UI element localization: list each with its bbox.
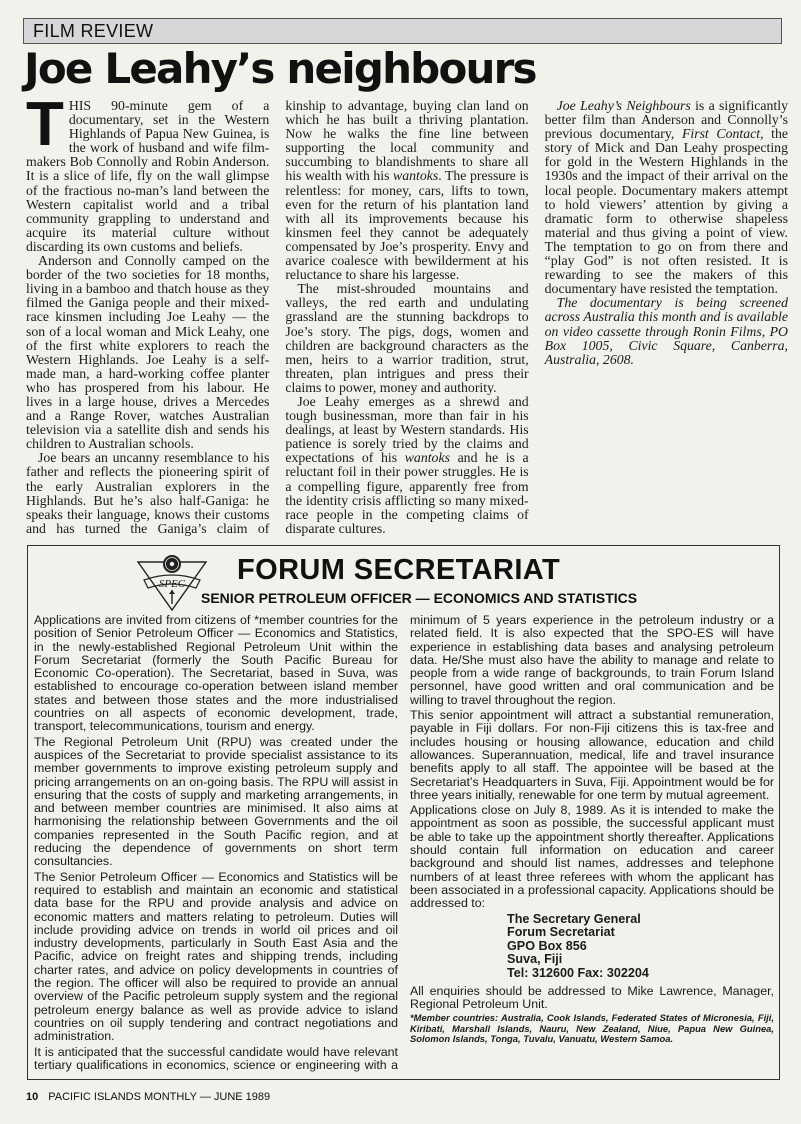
article-text: is a significantly better film than Anderson and Connolly’s previous documentary, <box>544 98 788 142</box>
ad-title: FORUM SECRETARIAT <box>237 554 561 586</box>
logo-text: SPEC <box>158 578 186 590</box>
article-paragraph: Anderson and Connolly camped on the border of the two societies for 18 months, living in a bamboo and thatch house as they filmed the Ganiga people and their mixed-race kinsmen including Joe Leahy — the son of a local woman and Mick Leahy, one of the first white explorers to reach the Western Highlands. Joe Leahy is a self-made man, a hard-working coffee planter who has prospered from his labour. He lives in a large house, drives a Mercedes and a Range Rover, watches Australian television via a satellite dish and sends his children to Australian schools. <box>26 253 270 452</box>
job-advertisement <box>27 545 780 1080</box>
section-tag <box>23 18 782 44</box>
article-term: wantoks <box>393 168 439 184</box>
publication-name: PACIFIC ISLANDS MONTHLY — JUNE 1989 <box>48 1091 271 1103</box>
article-text: . The pressure is relentless: for money, cars, lifts to town, even for the return of his plantation land with all its improvements because his kinsmen feel they cannot be adequately compensated by Joe’s prosperity. Envy and avarice coalesce with bewilderment at his reluctance to share his largesse. <box>285 168 529 283</box>
article-text: , the story of Mick and Dan Leahy prospecting for gold in the Western Highlands in the 1930s and the impact of their arrival on the local people. Documentary makers attempt to hold viewers’ attention by giving a dramatic form to otherwise shapeless material and thus giving a point of view. The temptation to go on from there and “play God” is not often resisted. It is rewarding to see the makers of this documentary have resisted the temptation. <box>544 126 788 297</box>
article-paragraph: The mist-shrouded mountains and valleys, the red earth and undulating grassland are the stunning backdrops to Joe’s story. The pigs, dogs, women and children are background characters as the men, heirs to a warrior tradition, strut, threaten, plan intrigues and press their claims to power, money and authority. <box>285 281 529 395</box>
headline: Joe Leahy’s neighbours <box>24 44 536 93</box>
article-text: Joe bears an uncanny resemblance to his father and reflects the pioneering spirit of the early Australian explorers in the Highlands. But he’s also half-Ganiga: he speaks their language, knows their customs and has turned the Ganiga’s claim of kinship to advantage, buying clan land on which he has built a thriving plantation. Now he walks the fine line between supporting the local community and succumbing to blandishments to share all his wealth with his <box>26 98 529 536</box>
article-term: wantoks <box>404 450 450 466</box>
film-title: Joe Leahy’s Neighbours <box>556 98 691 113</box>
screening-text: The documentary is being screened across Australia this month and is available on video cassette through Ronin Films, PO Box 1005, Civic Square, Canberra, Australia, 2608. <box>544 295 788 367</box>
ad-paragraph: Applications close on July 8, 1989. As it is intended to make the appointment as soon as possible, the successful applicant must be able to take up the appointment shortly thereafter. Applications should contain full information on education and career background and should list names, addresses and telephone numbers of at least three referees with whom the applicant has been associated in a professional capacity. Applications should be addressed to: <box>410 803 774 911</box>
address-line: The Secretary General <box>507 911 641 926</box>
address-line: Suva, Fiji <box>507 952 563 967</box>
drop-cap: T <box>26 90 64 159</box>
contact-address <box>507 913 774 981</box>
section-label: FILM REVIEW <box>33 20 154 41</box>
address-line: GPO Box 856 <box>507 938 587 953</box>
ad-paragraph: The Senior Petroleum Officer — Economics and Statistics will be required to establish and maintain an economic and statistical data base for the RPU and provide analysis and advice on economic matters and matters relating to petroleum. Duties will include providing advice on trends in world oil prices and oil industry developments, particularly in South East Asia and the Pacific, advice on freight rates and shipping trends, including charter rates, and advice on policy developments in countries of the region. The officer will also be required to provide an annual overview of the Pacific petroleum supply system and the regional petroleum energy balance as well as provide advice to island countries on oil supply tendering and contract negotiations and administration. <box>34 869 398 1044</box>
article-text: Joe Leahy emerges as a shrewd and tough businessman, more than fair in his dealings, at least by Western standards. His patience is sorely tried by the claims and expectations of his <box>285 393 529 466</box>
article-text: and he is a reluctant foil in their power struggles. He is a compelling figure, apparently free from the identity crisis afflicting so many mixed-race people in the competing claims of disparate cultures. <box>285 450 529 536</box>
article-paragraph <box>26 90 270 254</box>
page-number: 10 <box>26 1091 39 1103</box>
screening-note <box>545 296 788 366</box>
article-text: HIS 90-minute gem of a documentary, set in the Western Highlands of Papua New Guinea, is the work of husband and wife film-makers Bob Connolly and Robin Anderson. It is a slice of life, fly on the wall glimpse of the fractious no-man’s land between the Western capitalist world and a tribal community grappling to understand and acquire its material culture without discarding its own customs and beliefs. <box>26 98 270 254</box>
page-footer <box>26 1091 270 1103</box>
article-paragraph <box>545 99 788 296</box>
article-body <box>26 90 788 541</box>
member-countries-footnote: *Member countries: Australia, Cook Islands, Federated States of Micronesia, Fiji, Kiribati, Marshall Islands, Nauru, New Zealand, Niue, Papua New Guinea, Solomon Islands, Tonga, Tuvalu, Vanuatu, Western Samoa. <box>410 1012 774 1045</box>
article-paragraph <box>285 395 528 536</box>
ad-subtitle: SENIOR PETROLEUM OFFICER — ECONOMICS AND STATISTICS <box>201 590 638 606</box>
ad-paragraph: Applications are invited from citizens of *member countries for the position of Senior Petroleum Officer — Economics and Statistics, in the newly-established Regional Petroleum Unit within the Forum Secretariat (formerly the South Pacific Bureau for Economic Co-operation). The Secretariat, based in Suva, was established to encourage co-operation between island member states and between those states and the more industrialised countries on all aspects of economic development, trade, transport, telecommunications, tourism and energy. <box>34 613 398 734</box>
address-line: Tel: 312600 Fax: 302204 <box>507 965 649 980</box>
ad-paragraph: The Regional Petroleum Unit (RPU) was created under the auspices of the Secretariat to provide specialist assistance to its member governments to improve existing petroleum supply and pricing arrangements on an on-going basis. The RPU will assist in ensuring that the costs of supply and marketing arrangements, in and between member countries are minimised. It also aims at harmonising the relationship between Governments and the oil companies represented in the South Pacific region, and at reducing the dependence of governments on short term consultancies. <box>34 734 398 869</box>
address-line: Forum Secretariat <box>507 925 615 940</box>
ad-paragraph: All enquiries should be addressed to Mike Lawrence, Manager, Regional Petroleum Unit. <box>410 983 774 1011</box>
ad-paragraph: This senior appointment will attract a substantial remuneration, payable in Fiji dollars. For non-Fiji citizens this is tax-free and includes housing or housing allowance, education and child allowances. Superannuation, medical, life and travel insurance benefits apply to all staff. The appointee will be based at the Secretariat’s Headquarters in Suva, Fiji. Appointment would be for three years initially, renewable for one term by mutual agreement. <box>410 708 774 802</box>
ad-body <box>34 614 774 1079</box>
film-title: First Contact <box>681 126 761 142</box>
ad-paragraph: It is anticipated that the successful candidate would have relevant tertiary qualifications in economics, science or engineering with a minimum of 5 years experience in the petroleum industry or a related field. It is also expected that the SPO-ES will have experience in establishing data bases and analysing petroleum data. He/She must also have the ability to manage and relate to people from a wide range of backgrounds, to train Forum Island personnel, have good written and oral communication and be willing to travel throughout the region. <box>34 613 774 1072</box>
spec-logo-icon <box>136 552 208 612</box>
